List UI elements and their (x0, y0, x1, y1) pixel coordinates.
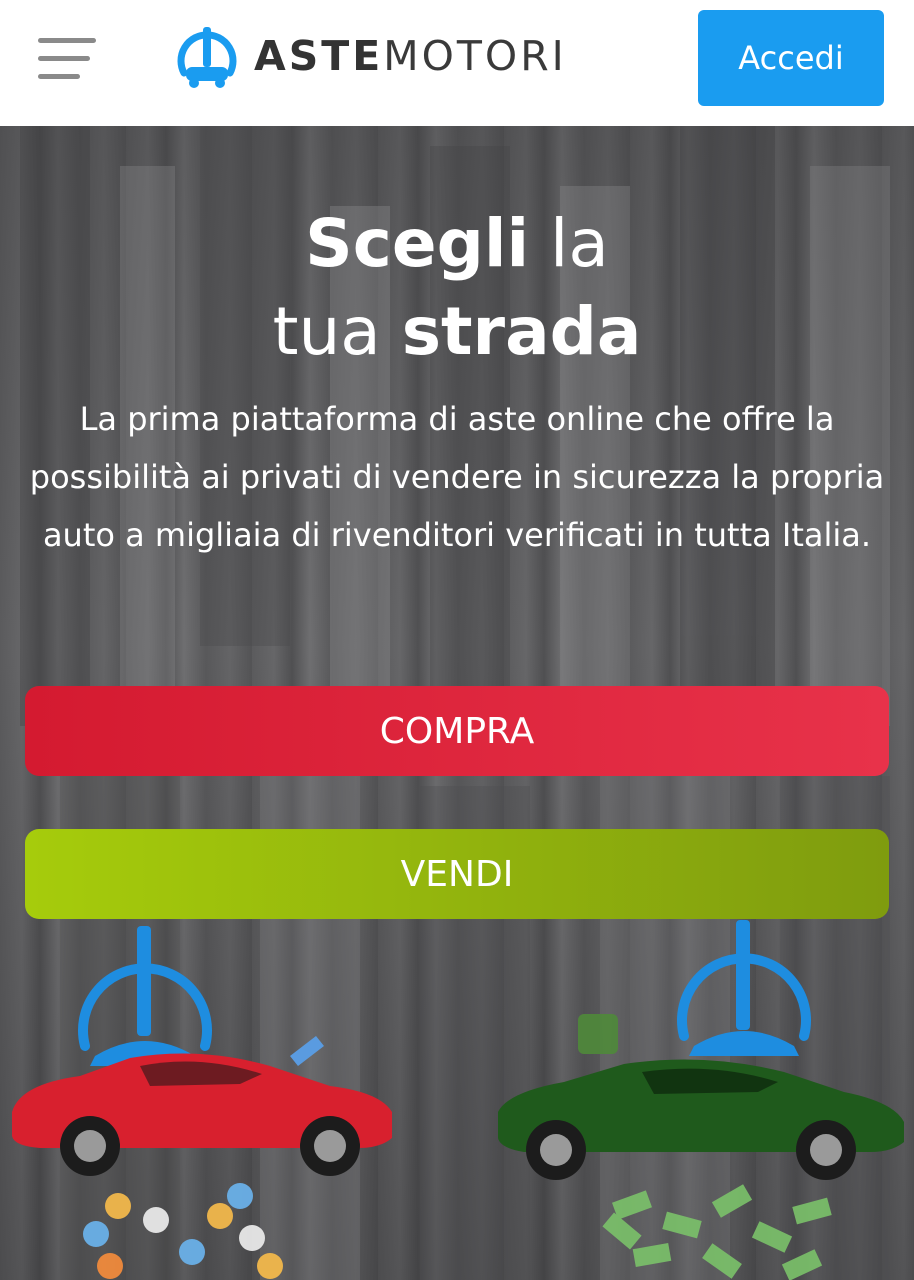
brand-name-bold: ASTE (254, 32, 384, 80)
brand-name (254, 32, 567, 80)
hero-subtitle: La prima piattaforma di aste online che offre la possibilità ai privati di vendere in sicurezza la propria auto a migliaia di rivenditori verificati in tutta Italia. (29, 400, 885, 554)
money-pile (602, 1184, 831, 1280)
buy-button[interactable]: COMPRA (25, 686, 889, 776)
login-button[interactable]: Accedi (698, 10, 884, 106)
hero-title-line-1 (0, 200, 914, 288)
hero-title-word-tua: tua (272, 293, 402, 370)
top-header (0, 0, 914, 126)
hero-title (0, 200, 914, 376)
hero-title-word-strada: strada (401, 293, 642, 370)
bidding-hands (83, 1183, 283, 1279)
hero-section (0, 126, 914, 1280)
brand-logo[interactable] (172, 16, 567, 96)
sell-button[interactable]: VENDI (25, 829, 889, 919)
hamburger-menu-icon[interactable] (38, 38, 98, 82)
astemotori-logo-icon (172, 21, 242, 91)
hero-title-word-la: la (529, 205, 609, 282)
red-car-auction-illustration (0, 916, 420, 1280)
green-car-money-illustration (494, 916, 914, 1280)
hero-title-word-scegli: Scegli (305, 205, 530, 282)
hero-title-line-2 (0, 288, 914, 376)
brand-name-light: MOTORI (383, 32, 567, 80)
